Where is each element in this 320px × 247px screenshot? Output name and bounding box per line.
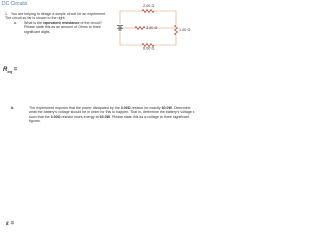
answer-a-label — [3, 67, 17, 74]
part-b-label: b. — [11, 106, 15, 110]
part-a-text-pre: What is the — [24, 21, 43, 25]
resistor-middle-label: 3.00 Ω — [146, 26, 158, 31]
part-b-power-value: 60.0W — [161, 106, 172, 110]
part-a-text-post: of the circuit? Please state this as an amount of Ohms to three significant digits. — [24, 21, 102, 34]
req-symbol: R — [3, 67, 8, 73]
resistor-top-icon — [142, 10, 154, 13]
part-b-power-value-2: 60.0W — [99, 114, 111, 119]
section-header: DC Circuits — [2, 1, 28, 7]
question-intro-text: You are helping to design a simple circuit for an experiment. The circuit so far is shown to the right. — [5, 12, 107, 21]
part-b-resistor-value-2: 3.00Ω — [50, 114, 61, 119]
part-b-s1: The experiment requires that the power dissipated by the — [29, 106, 121, 110]
part-b-s9: . Please state this as a voltage to three significant figures. — [29, 114, 189, 124]
part-b-text — [29, 106, 196, 124]
circuit-diagram — [112, 4, 198, 50]
part-b-s5: . Determine what the battery's voltage should be in order for this to happen. That is, determine the battery's voltage ε such that the — [29, 106, 195, 119]
part-b-s3: resistor be exactly — [130, 106, 162, 110]
question-1-intro — [5, 12, 110, 21]
part-b-s7: resistor loses energy at — [60, 114, 100, 119]
resistor-bottom-label: 6.00 Ω — [143, 46, 155, 50]
resistor-right-icon — [175, 25, 178, 35]
resistor-middle-icon — [135, 27, 145, 30]
answer-b-label: ε = — [6, 221, 15, 227]
resistor-right-label: 1.00 Ω — [179, 28, 191, 32]
part-a-emphasis: equivalent resistance — [42, 21, 80, 25]
part-a-label: a. — [14, 21, 17, 25]
req-subscript: eq — [7, 69, 13, 75]
req-equals: = — [12, 67, 18, 73]
part-b-resistor-value: 3.00Ω — [120, 106, 131, 110]
resistor-top-label: 2.00 Ω — [143, 4, 155, 9]
question-number: 1. — [5, 12, 8, 16]
part-a-text — [24, 21, 110, 34]
